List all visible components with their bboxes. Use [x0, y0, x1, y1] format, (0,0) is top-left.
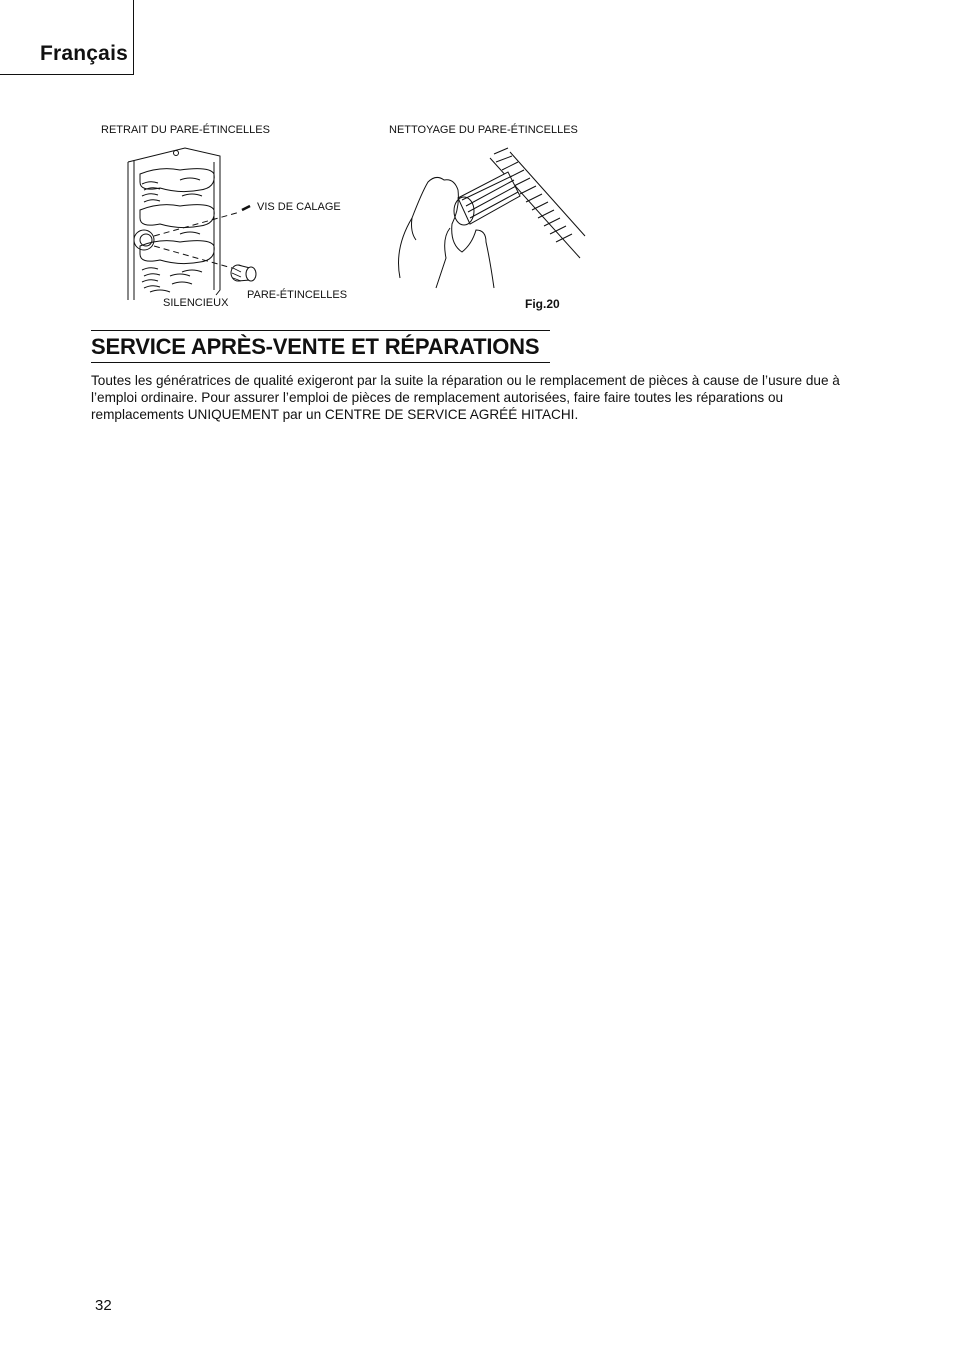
section-title: SERVICE APRÈS-VENTE ET RÉPARATIONS: [91, 334, 550, 363]
label-muffler: SILENCIEUX: [163, 297, 229, 309]
label-screw: VIS DE CALAGE: [257, 201, 341, 213]
label-spark-arrester: PARE-ÉTINCELLES: [247, 289, 348, 301]
section-body: Toutes les génératrices de qualité exigeront par la suite la réparation ou le remplacement de pièces à cause de l’usure due à l’emploi ordinaire. Pour assurer l’emploi de pièces de remplacement autorisées, faire faire toutes les réparations ou remplacements UNIQUEMENT par un CENTRE DE SERVICE AGRÉÉ HITACHI.: [91, 373, 840, 422]
language-tab: [0, 0, 134, 75]
section-top-rule: [91, 330, 550, 331]
figure-right-title: NETTOYAGE DU PARE-ÉTINCELLES: [389, 124, 578, 136]
cleaning-illustration: [390, 148, 585, 293]
language-label: Français: [40, 42, 128, 65]
figure-left-title: RETRAIT DU PARE-ÉTINCELLES: [101, 124, 270, 136]
figure-number: Fig.20: [525, 297, 560, 311]
muffler-illustration: [120, 140, 260, 305]
page-number: 32: [95, 1297, 112, 1314]
